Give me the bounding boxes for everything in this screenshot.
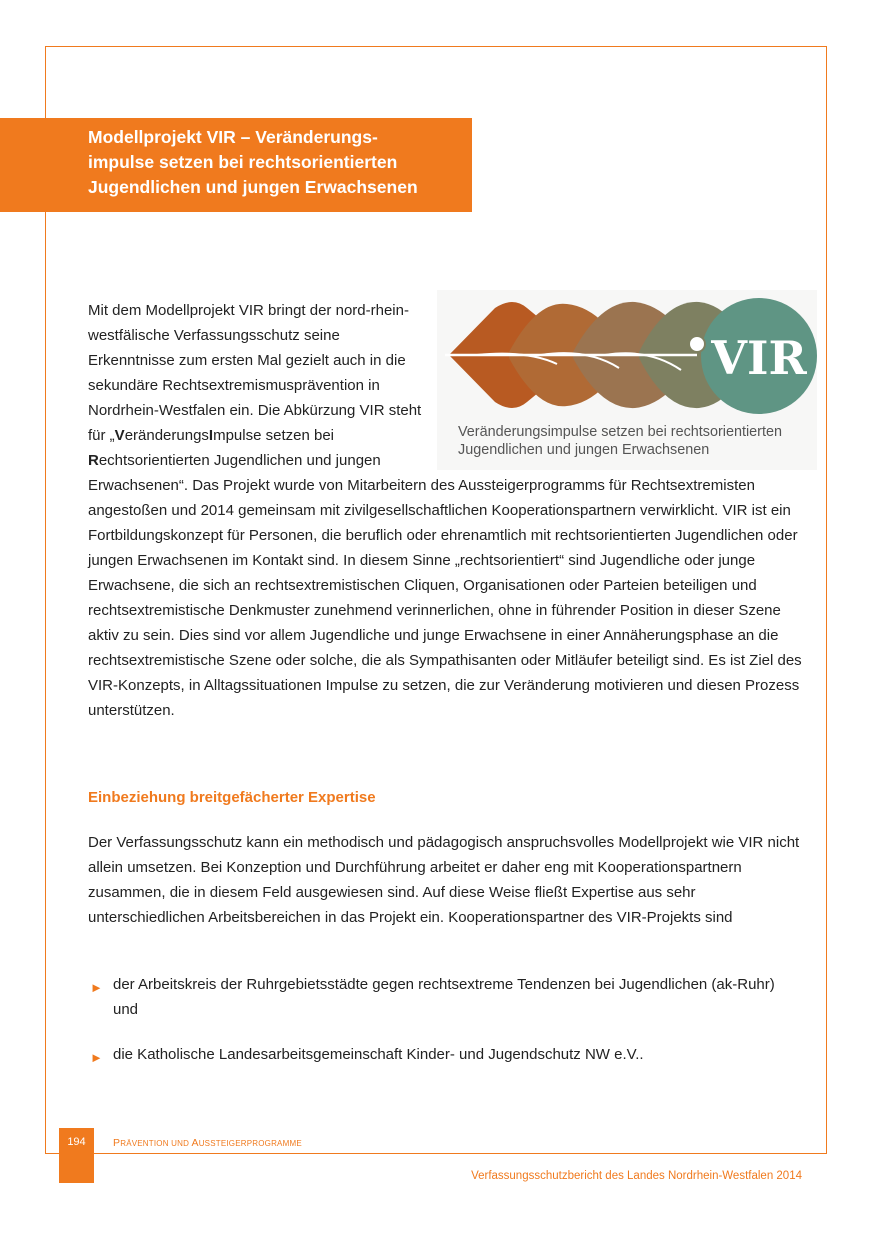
title-line-1: Modellprojekt VIR – Veränderungs- [88, 127, 378, 147]
list-item: ► die Katholische Landesarbeitsgemeinschaft Kinder- und Jugendschutz NW e.V.. [88, 1042, 803, 1067]
page-number: 194 [67, 1136, 86, 1148]
running-header: PRÄVENTION UND AUSSTEIGERPROGRAMME [113, 1137, 302, 1149]
intro-paragraph: Mit dem Modellprojekt VIR bringt der nord-rhein-westfälische Verfassungsschutz seine Erkenntnisse zum ersten Mal gezielt auch in die sekundäre Rechtsextremismusprävention in Nordrhein-Westfalen ein. Die Abkürzung VIR steht für „VeränderungsImpulse setzen bei Rechtsorientierten Jugendlichen und jungen Erwachsenen“. Das Projekt wurde von Mitarbeitern des Aussteigerprogramms für Rechtsextremisten angestoßen und 2014 gemeinsam mit zivilgesellschaftlichen Kooperationspartnern verwirklicht. VIR ist ein Fortbildungskonzept für Personen, die beruflich oder ehrenamtlich mit rechtsorientierten Jugendlichen oder jungen Erwachsenen im Kontakt sind. In diesem Sinne „rechtsorientiert“ sind Jugendliche oder junge Erwachsene, die sich an rechtsextremistischen Cliquen, Organisationen oder Parteien beteiligen und rechtsextremistische Denkmuster zunehmend verinnerlichen, ohne in führender Position in dieser Szene aktiv zu sein. Dies sind vor allem Jugendliche und junge Erwachsene in einer Annäherungsphase an die rechtsextremistische Szene oder solche, die als Sympathisanten oder Mitläufer beteiligt sind. Es ist Ziel des VIR-Konzepts, in Alltagssituationen Impulse zu setzen, die zur Veränderung motivieren und diesen Prozess unterstützen. [88, 302, 802, 719]
section-paragraph: Der Verfassungsschutz kann ein methodisch und pädagogisch anspruchsvolles Modellprojekt wie VIR nicht allein umsetzen. Bei Konzeption und Durchführung arbeitet er daher eng mit Kooperationspartnern zusammen, die in diesem Feld ausgewiesen sind. Auf diese Weise fließt Expertise aus sehr unterschiedlichen Arbeitsbereichen in das Projekt ein. Kooperationspartner des VIR-Projekts sind [88, 834, 800, 926]
bullet-arrow-icon: ► [90, 980, 103, 995]
title-band [0, 118, 472, 212]
title-line-3: Jugendlichen und jungen Erwachsenen [88, 177, 418, 197]
vir-logo [437, 290, 817, 470]
intro-block [88, 298, 807, 723]
logo-node [689, 336, 705, 352]
logo-caption-line-1: Veränderungsimpulse setzen bei rechtsorientierten [458, 424, 782, 440]
page-title [88, 125, 463, 200]
page-number-tab [59, 1128, 94, 1183]
vir-logo-graphic [437, 290, 817, 420]
partner-list [88, 972, 803, 1087]
bullet-arrow-icon: ► [90, 1050, 103, 1065]
publication-footer: Verfassungsschutzbericht des Landes Nordrhein-Westfalen 2014 [471, 1170, 802, 1182]
logo-wordmark: VIR [711, 331, 807, 385]
title-line-2: impulse setzen bei rechtsorientierten [88, 152, 398, 172]
section-heading: Einbeziehung breitgefächerter Expertise [88, 789, 376, 806]
list-item: ► der Arbeitskreis der Ruhrgebietsstädte gegen rechtsextreme Tendenzen bei Jugendlichen (ak-Ruhr) und [90, 976, 775, 1018]
logo-caption-line-2: Jugendlichen und jungen Erwachsenen [458, 442, 710, 458]
logo-caption [458, 423, 818, 459]
